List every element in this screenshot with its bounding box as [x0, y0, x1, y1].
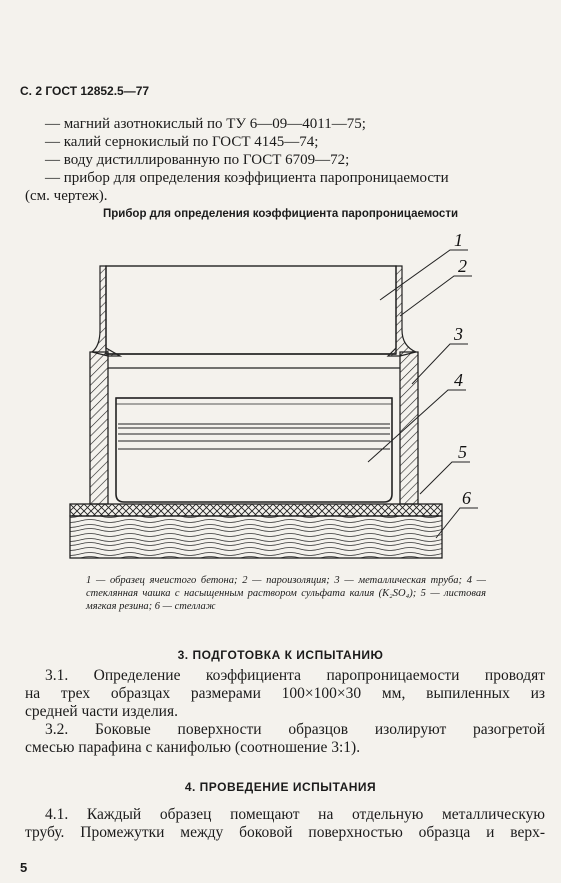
list-item: — воду дистиллированную по ГОСТ 6709—72;	[45, 152, 350, 168]
label-4: 4	[454, 370, 463, 390]
list-item: (см. чертеж).	[25, 188, 108, 204]
figure-caption: 1 — образец ячеистого бетона; 2 — пароизоляция; 3 — металлическая труба; 4 — стеклянная чашка с насыщенным раствором сульфата калия (K₂SO₄); 5 — листовая мягкая резина; 6 — стеллаж	[86, 575, 486, 612]
label-6: 6	[462, 488, 471, 508]
materials-list	[25, 115, 545, 205]
section-3-heading: 3. ПОДГОТОВКА К ИСПЫТАНИЮ	[177, 648, 384, 662]
page-header: С. 2 ГОСТ 12852.5—77	[20, 84, 150, 98]
figure-title: Прибор для определения коэффициента паропроницаемости	[102, 208, 459, 220]
paragraph-3-2: 3.2. Боковые поверхности образцов изолируют разогретой смесью парафина с канифолью (соотношение 3:1).	[25, 721, 545, 756]
solution-lines	[118, 424, 390, 449]
label-3: 3	[454, 324, 463, 344]
label-5: 5	[458, 442, 467, 462]
label-1: 1	[454, 230, 463, 250]
paragraph-3-1: 3.1. Определение коэффициента паропроницаемости проводят на трех образцах размерами 100×100×30 мм, выпиленных из средней части изделия.	[25, 667, 545, 720]
glass-dish	[116, 398, 392, 502]
tube-wall-right	[400, 352, 418, 504]
list-item: — калий сернокислый по ГОСТ 4145—74;	[45, 134, 319, 150]
paragraph-4-1: 4.1. Каждый образец помещают на отдельную металлическую трубу. Промежутки между боковой поверхностью образца и верх-	[25, 806, 545, 841]
stand	[70, 516, 442, 558]
concrete-sample	[106, 266, 396, 354]
vapor-insulation	[388, 266, 416, 356]
page-number: 5	[20, 860, 28, 875]
label-2: 2	[458, 256, 467, 276]
tube-wall-left	[90, 352, 108, 504]
rubber-sheet	[70, 504, 442, 516]
list-item: — магний азотнокислый по ТУ 6—09—4011—75;	[45, 116, 366, 132]
list-item: — прибор для определения коэффициента паропроницаемости	[45, 170, 449, 186]
apparatus-drawing	[0, 222, 561, 572]
section-4-heading: 4. ПРОВЕДЕНИЕ ИСПЫТАНИЯ	[184, 780, 377, 794]
